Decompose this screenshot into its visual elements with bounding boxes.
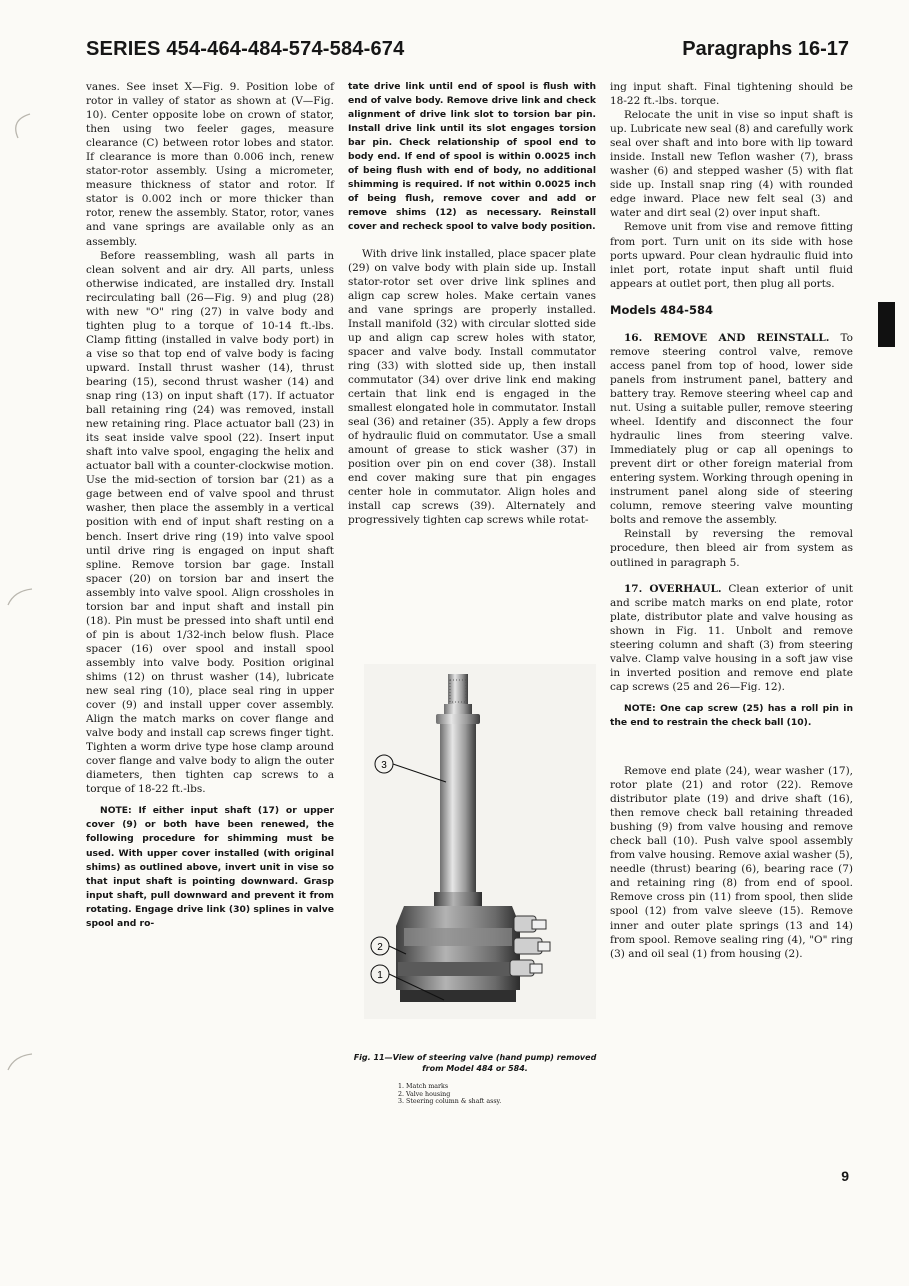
- paragraph-16-text: To remove steering control valve, remove access panel from top of hood, lower side panels from instrument panel, battery and battery tray. Remove steering wheel cap and nut. Using a suitable puller, remove steering wheel. Identify and disconnect the four hydraulic lines from steering valve. Immediately plug or cap all openings to prevent dirt or other foreign material from entering system. Working through opening in instrument panel along side of steering column, remove steering valve mounting bolts and remove the assembly.: [610, 331, 853, 527]
- paragraph: Relocate the unit in vise so input shaft is up. Lubricate new seal (8) and carefully work seal over shaft and into bore with lip toward inside. Install new Teflon washer (7), brass washer (6) and stepped washer (5) with flat side up. Install snap ring (4) with rounded edge inward. Place new felt seal (3) and water and dirt seal (2) over input shaft.: [610, 109, 853, 220]
- paragraph-17-heading: 17. OVERHAUL.: [624, 582, 722, 595]
- paragraph: Remove unit from vise and remove fitting from port. Turn unit on its side with hose ports upward. Pour clean hydraulic fluid into inlet port, rotate input shaft until fluid appears at outlet port, then plug all ports.: [610, 221, 853, 290]
- legend-item: 3. Steering column & shaft assy.: [398, 1098, 502, 1106]
- margin-mark-icon: [0, 575, 40, 615]
- paragraph-16-heading: 16. REMOVE AND REINSTALL.: [624, 331, 830, 344]
- column-right: [610, 80, 853, 961]
- paragraph: ing input shaft. Final tightening should be 18-22 ft.-lbs. torque.: [610, 81, 853, 108]
- legend-item: 1. Match marks: [398, 1083, 449, 1090]
- paragraph: Remove end plate (24), wear washer (17), rotor plate (21) and rotor (22). Remove distributor plate (19) and drive shaft (16), then remove check ball retaining threaded bushing (9) from valve housing and remove check ball (10). Push valve spool assembly from valve housing. Remove axial washer (5), needle (thrust) bearing (6), bearing race (7) and retaining ring (8) from end of spool. Remove cross pin (11) from spool, then slide spool (12) from valve sleeve (15). Remove inner and outer plate springs (13 and 14) from spool. Remove sealing ring (4), "O" ring (3) and oil seal (1) from housing (2).: [610, 765, 853, 960]
- callout-1: 1: [377, 970, 383, 981]
- paragraph: Reinstall by reversing the removal procedure, then bleed air from system as outlined in paragraph 5.: [610, 528, 853, 569]
- figure-legend: [398, 1083, 501, 1106]
- paragraph: With drive link installed, place spacer plate (29) on valve body with plain side up. Install stator-rotor set over drive link splines and align cap screw holes. Make certain vanes and vane springs are properly installed. Install manifold (32) with circular slotted side up and align cap screw holes with stator, spacer and valve body. Install commutator ring (33) with slotted side up, then install commutator (34) over drive link end making certain that link end is engaged in the smallest elongated hole in commutator. Install seal (36) and retainer (35). Apply a few drops of hydraulic fluid on commutator. Use a small amount of grease to stick washer (37) in position over pin on end cover (38). Install end cover making sure that pin engages center hole in commutator. Align holes and install cap screws (39). Alternately and progressively tighten cap screws while rotat-: [348, 247, 596, 527]
- paragraph-17: [610, 582, 853, 694]
- margin-mark-icon: [0, 1040, 40, 1080]
- paragraphs-title: Paragraphs 16-17: [682, 38, 849, 60]
- section-heading: Models 484-584: [610, 302, 713, 317]
- column-middle: [348, 80, 596, 527]
- figure-caption: Fig. 11—View of steering valve (hand pump) removed from Model 484 or 584.: [353, 1053, 597, 1073]
- note-continued: tate drive link until end of spool is flush with end of valve body. Remove drive link and check alignment of drive link slot to torsion bar pin. Install drive link until its slot engages torsion bar pin. Check relationship of spool end to body end. If end of spool is within 0.0025 inch of being flush with end of body, no additional shimming is required. If not within 0.0025 inch of being flush, remove cover and add or remove shims (12) as necessary. Reinstall cover and recheck spool to valve body position.: [348, 81, 596, 233]
- callout-2: 2: [377, 942, 383, 953]
- margin-mark-icon: [0, 108, 40, 148]
- column-left: [86, 80, 334, 931]
- paragraph-16: [610, 331, 853, 528]
- note: NOTE: One cap screw (25) has a roll pin in the end to restrain the check ball (10).: [610, 702, 853, 728]
- paragraph: vanes. See inset X—Fig. 9. Position lobe of rotor in valley of stator as shown at (V—Fig. 10). Center opposite lobe on crown of stator, then using two feeler gages, measure clearance (C) between rotor lobes and stator. If clearance is more than 0.006 inch, renew stator-rotor assembly. Using a micrometer, measure thickness of stator and rotor. If stator is 0.002 inch or more thicker than rotor, renew the assembly. Stator, rotor, vanes and vane springs are available only as an assembly.: [86, 81, 334, 248]
- section-tab-marker: [878, 302, 895, 347]
- note: NOTE: If either input shaft (17) or upper cover (9) or both have been renewed, the following procedure for shimming must be used. With upper cover installed (with original shims) as outlined above, invert unit in vise so that input shaft is pointing downward. Grasp input shaft, pull downward and prevent it from rotating. Engage drive link (30) splines in valve spool and ro-: [86, 805, 334, 929]
- steering-valve-figure: [364, 664, 596, 1019]
- legend-item: 2. Valve housing: [398, 1090, 451, 1098]
- page-number: 9: [841, 1168, 849, 1184]
- series-title: SERIES 454-464-484-574-584-674: [86, 38, 405, 60]
- paragraph-17-text: Clean exterior of unit and scribe match marks on end plate, rotor plate, distributor plate and valve housing as shown in Fig. 11. Unbolt and remove steering column and shaft (3) from steering valve. Clamp valve housing in a soft jaw vise in inverted position and remove end plate cap screws (25 and 26—Fig. 12).: [610, 582, 854, 693]
- paragraph: Before reassembling, wash all parts in clean solvent and air dry. All parts, unless otherwise indicated, are installed dry. Install recirculating ball (26—Fig. 9) and plug (28) with new "O" ring (27) in valve body and tighten plug to a torque of 10-14 ft.-lbs. Clamp fitting (installed in valve body port) in a vise so that top end of valve body is facing upward. Install thrust washer (14), thrust bearing (15), second thrust washer (14) and snap ring (13) on input shaft (17). If actuator ball retaining ring (24) was removed, install new retaining ring. Place actuator ball (23) in its seat inside valve spool (22). Insert input shaft into valve spool, engaging the helix and actuator ball with a counter-clockwise motion. Use the mid-section of torsion bar (21) as a gage between end of valve spool and thrust washer, then place the assembly in a vertical position with end of input shaft resting on a bench. Insert drive ring (19) into valve spool until drive ring is engaged on input shaft spline. Remove torsion bar gage. Install spacer (20) on torsion bar and insert the assembly into valve spool. Align crossholes in torsion bar and input shaft and install pin (18). Pin must be pressed into shaft until end of pin is about 1/32-inch below flush. Place spacer (16) over spool and install spool assembly into valve body. Position original shims (12) on thrust washer (14), lubricate new seal ring (10), place seal ring in upper cover (9) and install upper cover assembly. Align the match marks on cover flange and valve body and install cap screws finger tight. Tighten a worm drive type hose clamp around cover flange and valve body to align the outer diameters, then tighten cap screws to a torque of 18-22 ft.-lbs.: [86, 249, 334, 796]
- callout-3: 3: [381, 760, 387, 771]
